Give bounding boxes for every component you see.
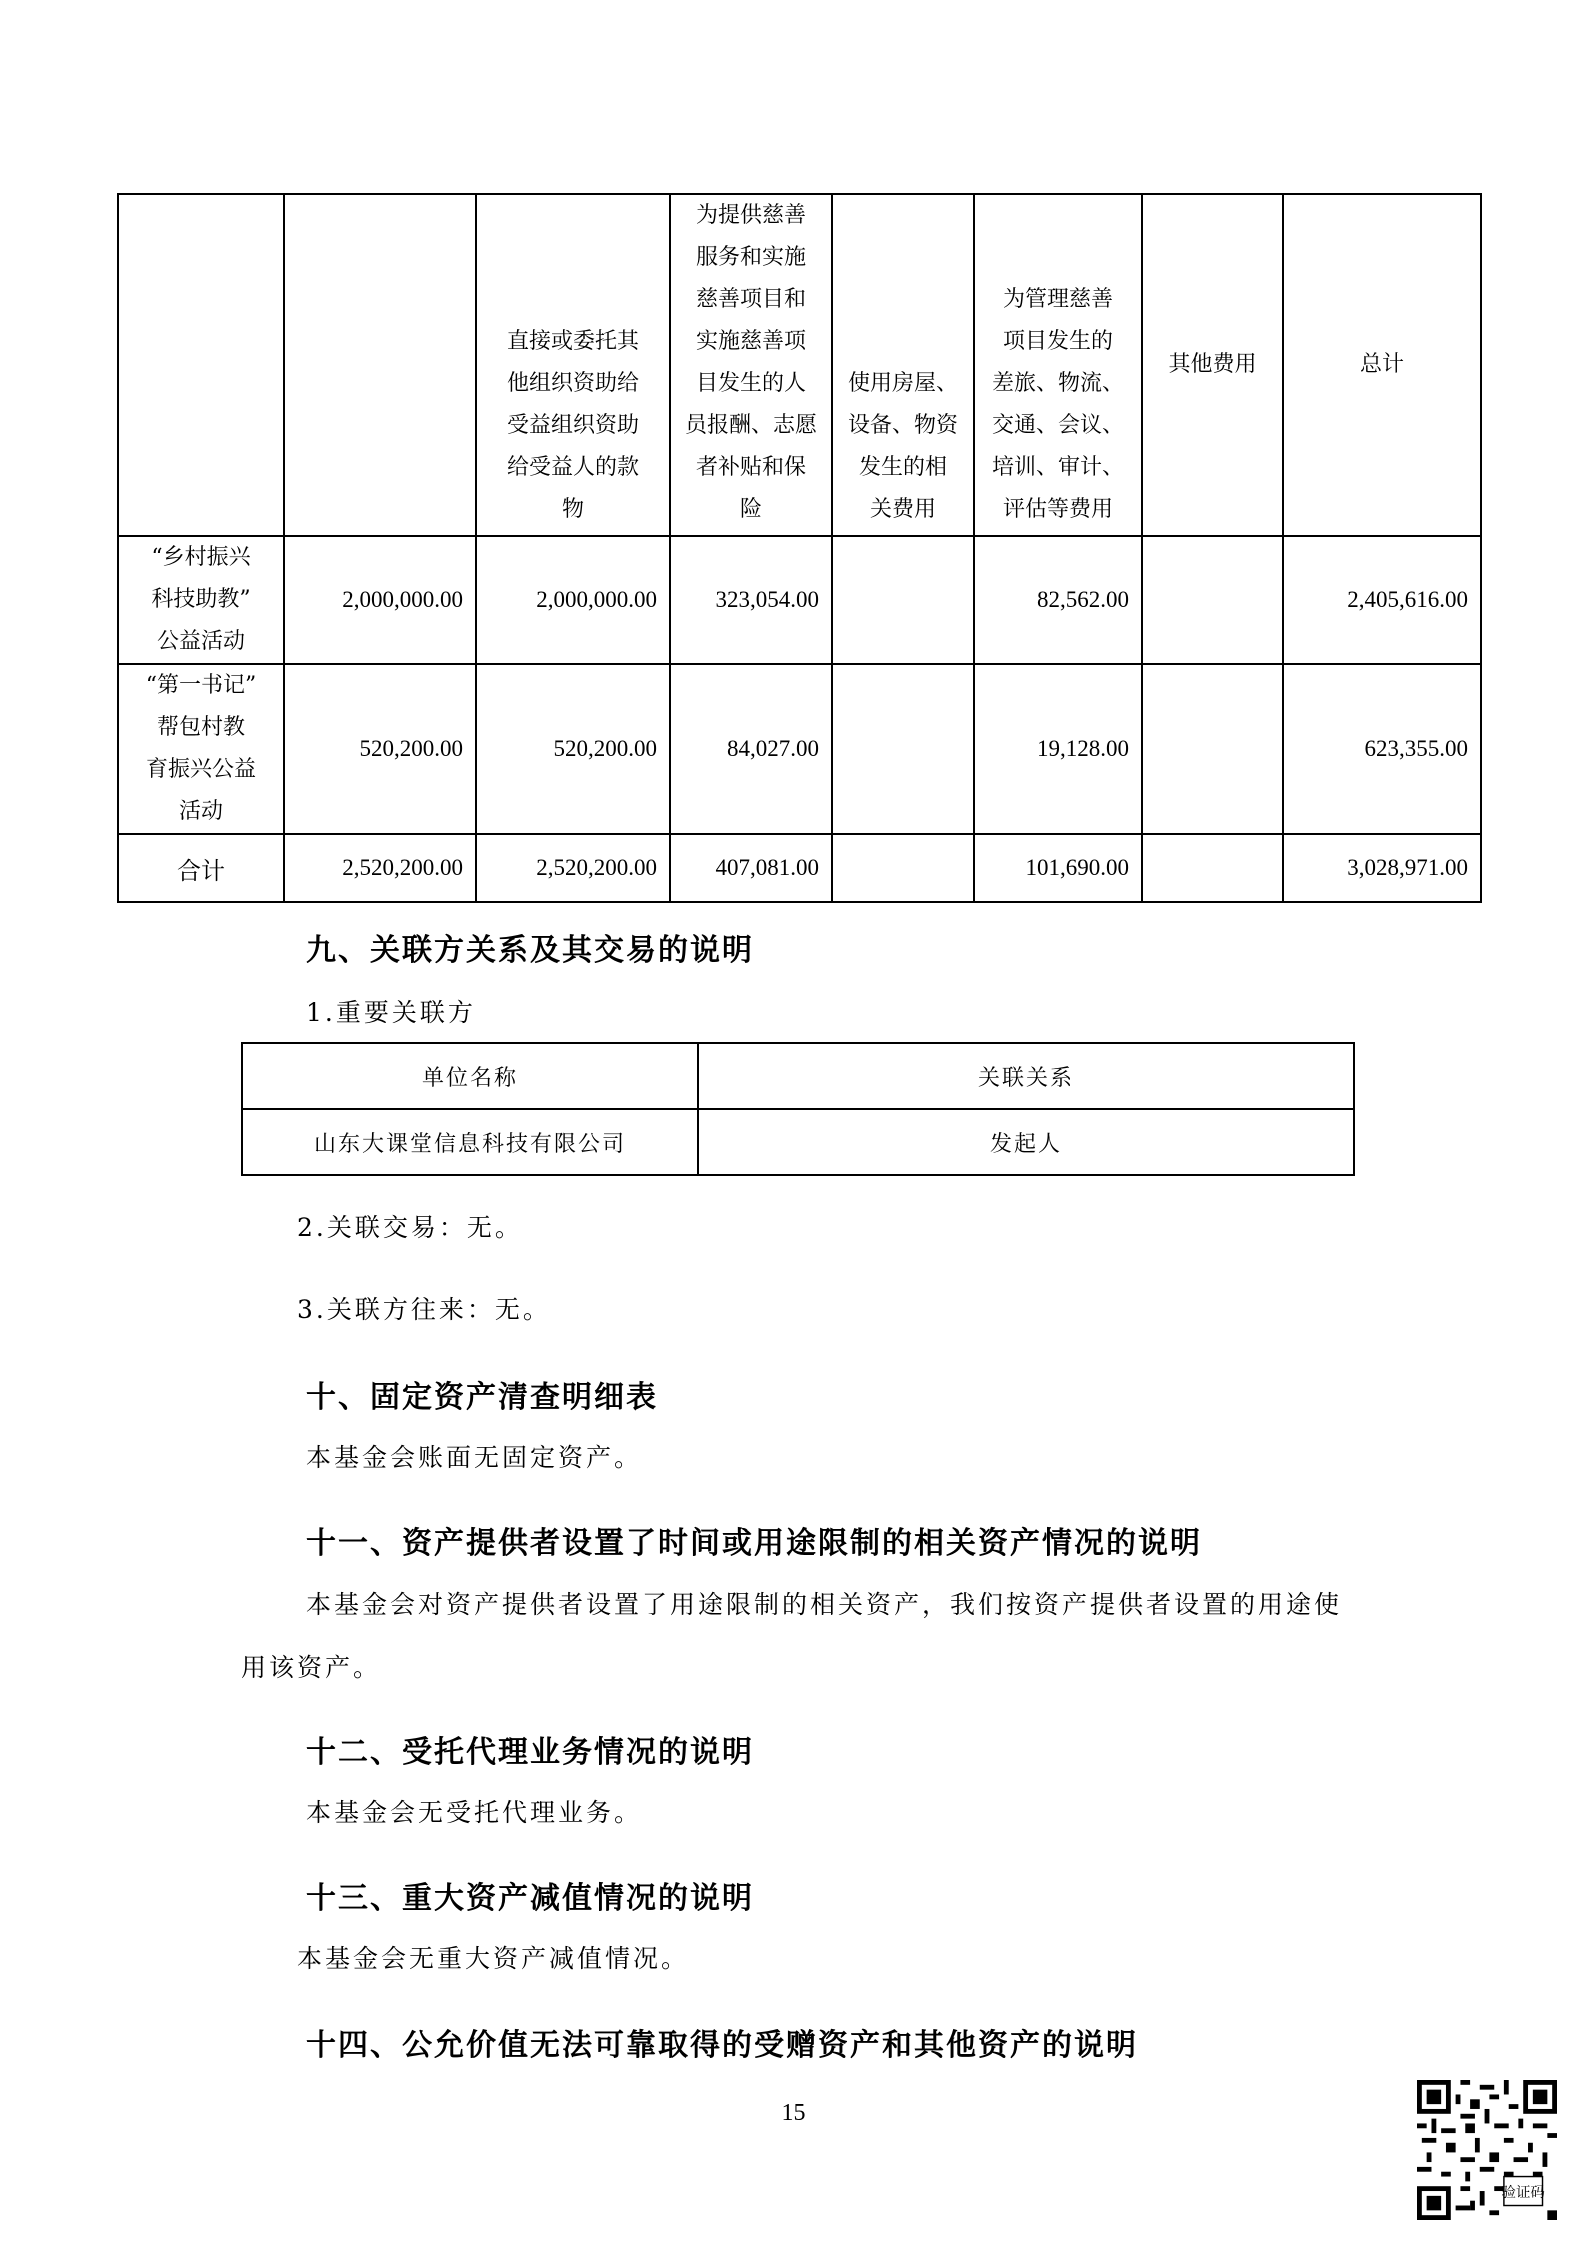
cell-total: 2,405,616.00 (1283, 536, 1481, 664)
cell-management: 82,562.00 (974, 536, 1142, 664)
header-cell-management: 为管理慈善 项目发生的 差旅、物流、 交通、会议、 培训、审计、 评估等费用 (974, 194, 1142, 536)
header-cell-facilities: 使用房屋、 设备、物资 发生的相 关费用 (832, 194, 974, 536)
section-10-body: 本基金会账面无固定资产。 (306, 1443, 643, 1472)
header-cell-relation: 关联关系 (698, 1043, 1354, 1109)
cell-total: 3,028,971.00 (1283, 834, 1481, 902)
section-13-title: 十三、重大资产减值情况的说明 (306, 1881, 754, 1916)
table-row (242, 1109, 1354, 1175)
cell-unit-name: 山东大课堂信息科技有限公司 (242, 1109, 698, 1175)
section-10-title: 十、固定资产清查明细表 (306, 1380, 658, 1415)
cell-total: 623,355.00 (1283, 664, 1481, 834)
header-cell-personnel: 为提供慈善 服务和实施 慈善项目和 实施慈善项 目发生的人 员报酬、志愿 者补贴和保 险 (670, 194, 832, 536)
cell-grants: 520,200.00 (476, 664, 670, 834)
table-row (118, 536, 1481, 664)
cell-other (1142, 664, 1283, 834)
total-label: 合计 (118, 834, 284, 902)
header-cell-project (118, 194, 284, 536)
header-cell-other: 其他费用 (1142, 194, 1283, 536)
header-cell-grants: 直接或委托其 他组织资助给 受益组织资助 给受益人的款 物 (476, 194, 670, 536)
section-14-title: 十四、公允价值无法可靠取得的受赠资产和其他资产的说明 (306, 2028, 1138, 2063)
row-name-cell: “第一书记” 帮包村教 育振兴公益 活动 (118, 664, 284, 834)
section-12-title: 十二、受托代理业务情况的说明 (306, 1735, 754, 1770)
section-13-body: 本基金会无重大资产减值情况。 (297, 1944, 690, 1973)
table-row (118, 664, 1481, 834)
section-11-title: 十一、资产提供者设置了时间或用途限制的相关资产情况的说明 (306, 1526, 1202, 1561)
cell-grants: 2,000,000.00 (476, 536, 670, 664)
cell-other (1142, 536, 1283, 664)
cell-amount: 2,000,000.00 (284, 536, 476, 664)
cell-facilities (832, 834, 974, 902)
qr-code-icon (1417, 2080, 1557, 2220)
cell-management: 19,128.00 (974, 664, 1142, 834)
section-11-body-line2: 用该资产。 (241, 1653, 382, 1682)
qr-label: 验证码 (1501, 2184, 1545, 2201)
row-name-cell: “乡村振兴 科技助教” 公益活动 (118, 536, 284, 664)
section-9-title: 九、关联方关系及其交易的说明 (306, 933, 754, 968)
table-header-row (242, 1043, 1354, 1109)
section-11-body-line1: 本基金会对资产提供者设置了用途限制的相关资产，我们按资产提供者设置的用途使 (306, 1590, 1343, 1619)
table-header-row (118, 194, 1481, 536)
header-cell-unit-name: 单位名称 (242, 1043, 698, 1109)
cell-other (1142, 834, 1283, 902)
related-party-table (241, 1042, 1355, 1176)
cell-grants: 2,520,200.00 (476, 834, 670, 902)
cell-amount: 2,520,200.00 (284, 834, 476, 902)
section-9-sub3: 3.关联方往来：无。 (297, 1295, 551, 1324)
cell-personnel: 407,081.00 (670, 834, 832, 902)
total-row (118, 834, 1481, 902)
cell-facilities (832, 664, 974, 834)
cell-amount: 520,200.00 (284, 664, 476, 834)
section-12-body: 本基金会无受托代理业务。 (306, 1798, 643, 1827)
expense-table (117, 193, 1482, 903)
cell-relation: 发起人 (698, 1109, 1354, 1175)
section-9-sub2: 2.关联交易：无。 (297, 1213, 523, 1242)
cell-personnel: 84,027.00 (670, 664, 832, 834)
cell-management: 101,690.00 (974, 834, 1142, 902)
header-cell-total: 总计 (1283, 194, 1481, 536)
cell-facilities (832, 536, 974, 664)
page-number: 15 (781, 2100, 806, 2126)
header-cell-amount (284, 194, 476, 536)
section-9-sub1: 1.重要关联方 (306, 998, 476, 1027)
cell-personnel: 323,054.00 (670, 536, 832, 664)
